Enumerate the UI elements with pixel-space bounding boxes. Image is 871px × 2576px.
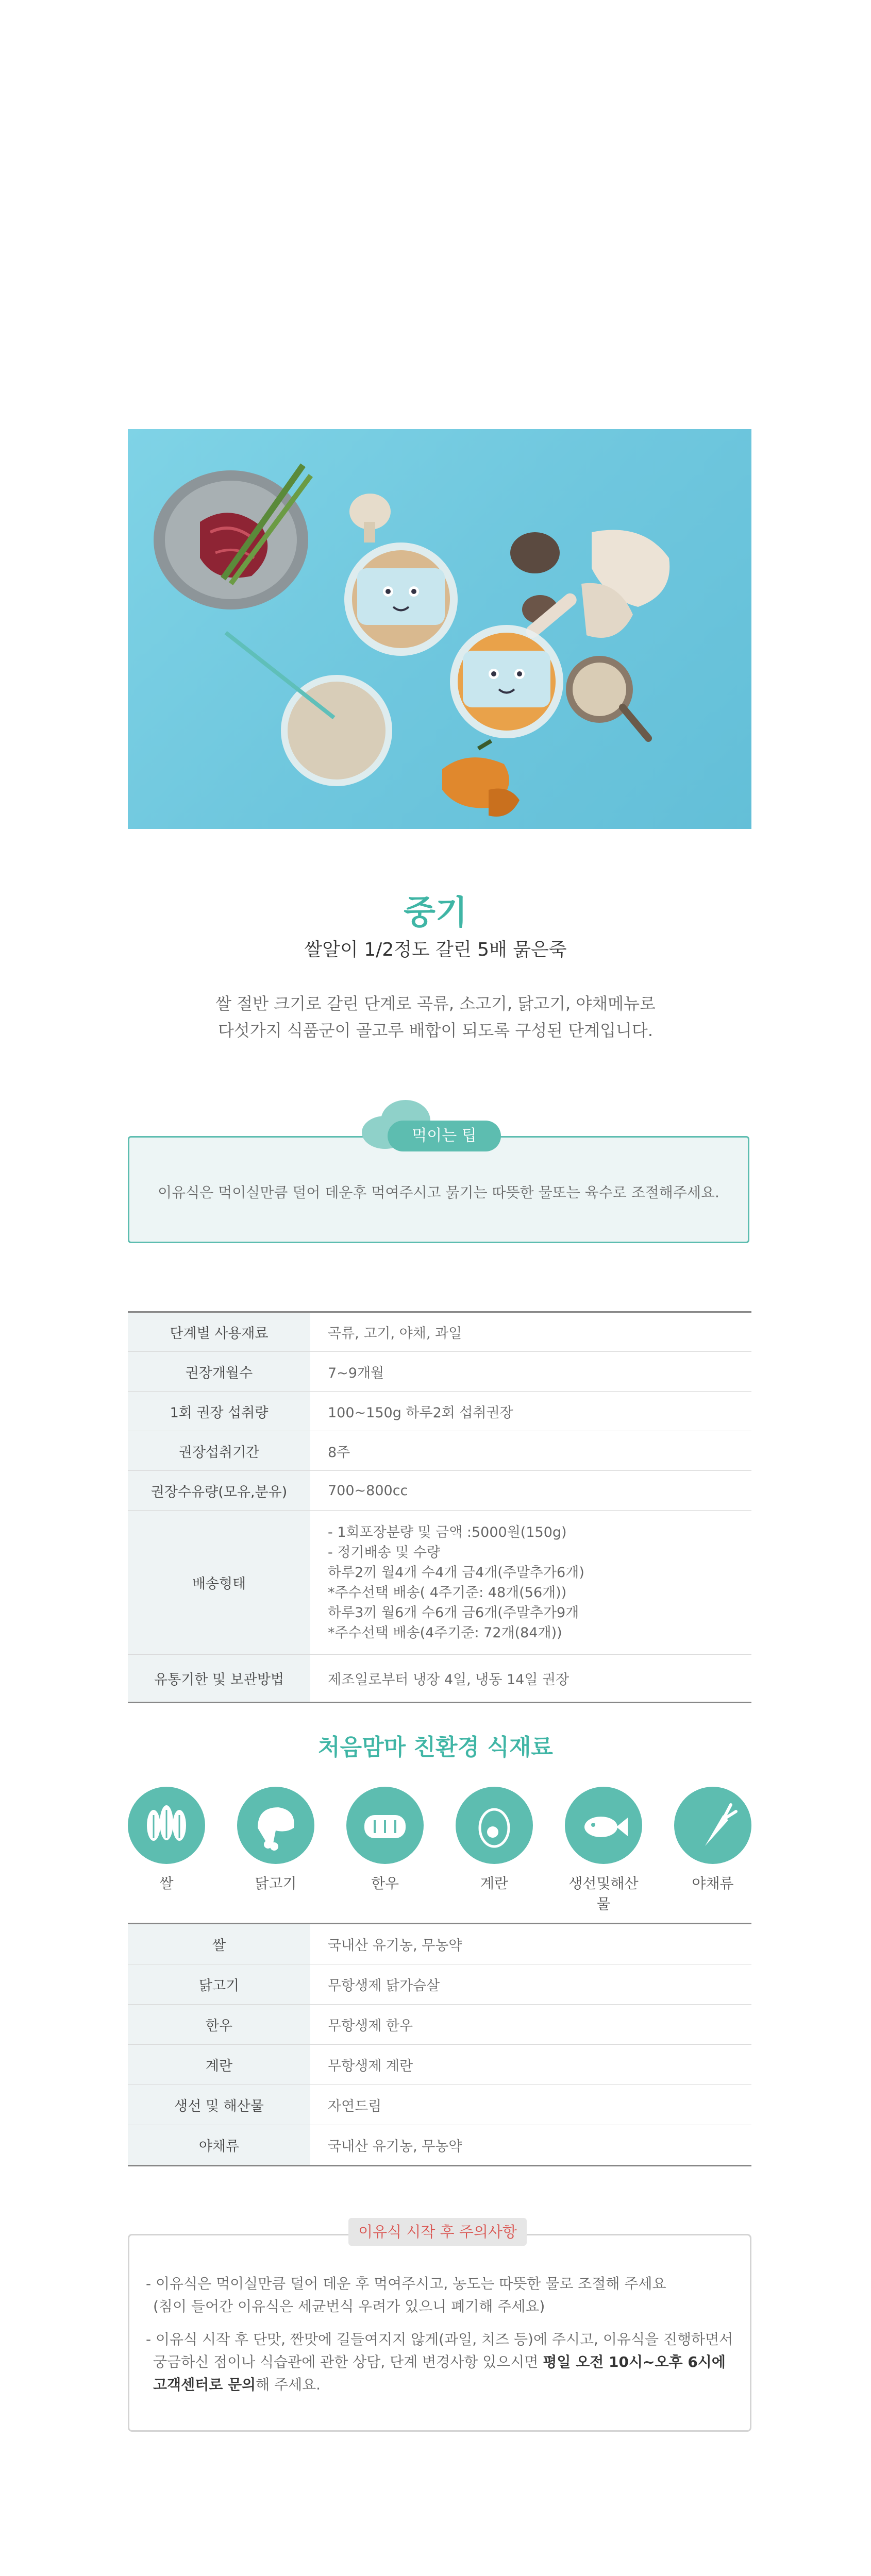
ingredient-vegetables <box>674 1787 751 1893</box>
caution-line: (침이 들어간 이유식은 세균번식 우려가 있으니 폐기해 주세요) <box>153 2298 545 2315</box>
table-row <box>128 1655 751 1703</box>
row-key: 1회 권장 섭취량 <box>128 1392 310 1431</box>
row-value: 8주 <box>310 1431 751 1471</box>
stage-info-table <box>128 1311 751 1703</box>
caution-text: 해 주세요. <box>256 2376 321 2393</box>
table-row <box>128 2045 751 2085</box>
caution-line: - 이유식은 먹이실만큼 덜어 데운 후 먹여주시고, 농도는 따뜻한 물로 조절해 주세요 <box>146 2275 666 2292</box>
row-key: 권장수유량(모유,분유) <box>128 1471 310 1511</box>
table-row <box>128 1312 751 1352</box>
stage-description-line: 다섯가지 식품군이 골고루 배합이 되도록 구성된 단계입니다. <box>217 1021 653 1040</box>
table-row <box>128 1511 751 1655</box>
ingredient-fish <box>565 1787 642 1913</box>
row-value: 곡류, 고기, 야채, 과일 <box>310 1312 751 1352</box>
caution-label: 이유식 시작 후 주의사항 <box>348 2218 527 2246</box>
table-row <box>128 2085 751 2125</box>
ingredient-egg <box>456 1787 533 1893</box>
ingredient-chicken <box>237 1787 314 1893</box>
ingredients-title: 처음맘마 친환경 식재료 <box>318 1734 553 1760</box>
row-key: 닭고기 <box>128 1964 310 2005</box>
stage-subtitle: 쌀알이 1/2정도 갈린 5배 묽은죽 <box>304 939 567 960</box>
baby-food-illustration <box>128 429 751 829</box>
beef-icon <box>346 1787 424 1864</box>
fish-icon <box>565 1787 642 1864</box>
table-row <box>128 1431 751 1471</box>
row-value: 국내산 유기농, 무농약 <box>310 2125 751 2166</box>
row-value: 무항생제 계란 <box>310 2045 751 2085</box>
row-value: 제조일로부터 냉장 4일, 냉동 14일 권장 <box>310 1655 751 1703</box>
table-row <box>128 2125 751 2166</box>
row-key: 한우 <box>128 2005 310 2045</box>
row-value: 100~150g 하루2회 섭취권장 <box>310 1392 751 1431</box>
tip-badge <box>357 1097 511 1154</box>
table-row <box>128 1392 751 1431</box>
table-row <box>128 1352 751 1392</box>
row-key: 유통기한 및 보관방법 <box>128 1655 310 1703</box>
delivery-details <box>310 1511 751 1655</box>
row-value: 700~800cc <box>310 1471 751 1511</box>
caution-line <box>153 2351 726 2374</box>
delivery-line: - 1회포장분량 및 금액 :5000원(150g) <box>328 1524 567 1540</box>
caution-emphasis: 고객센터로 문의 <box>153 2376 256 2393</box>
chicken-icon <box>237 1787 314 1864</box>
row-key: 권장섭취기간 <box>128 1431 310 1471</box>
table-row <box>128 1924 751 1964</box>
caution-box <box>128 2234 751 2432</box>
ingredient-label: 닭고기 <box>255 1875 297 1892</box>
egg-icon <box>456 1787 533 1864</box>
row-value: 무항생제 한우 <box>310 2005 751 2045</box>
row-key: 쌀 <box>128 1924 310 1964</box>
caution-text: 궁금하신 점이나 식습관에 관한 상담, 단계 변경사항 있으시면 <box>153 2353 543 2370</box>
caution-line <box>153 2374 321 2396</box>
row-key: 배송형태 <box>128 1511 310 1655</box>
ingredient-label: 계란 <box>480 1875 509 1892</box>
stage-title: 중기 <box>404 894 467 932</box>
row-key: 생선 및 해산물 <box>128 2085 310 2125</box>
row-value: 7~9개월 <box>310 1352 751 1392</box>
tip-text: 이유식은 먹이실만큼 덜어 데운후 먹여주시고 묽기는 따뜻한 물또는 육수로 조절해주세요. <box>158 1184 719 1201</box>
carrot-icon <box>674 1787 751 1864</box>
table-row <box>128 1471 751 1511</box>
delivery-line: - 정기배송 및 수량 <box>328 1544 441 1561</box>
ingredient-label: 생선및해산물 <box>568 1875 639 1912</box>
tip-label: 먹이는 팁 <box>412 1127 477 1145</box>
ingredient-label: 한우 <box>371 1875 399 1892</box>
stage-description <box>0 990 871 1044</box>
ingredients-table <box>128 1923 751 2166</box>
caution-emphasis: 평일 오전 10시~오후 6시에 <box>543 2353 726 2370</box>
table-row <box>128 1964 751 2005</box>
row-value: 국내산 유기농, 무농약 <box>310 1924 751 1964</box>
delivery-line: *주수선택 배송(4주기준: 72개(84개)) <box>328 1624 562 1641</box>
caution-line: - 이유식 시작 후 단맛, 짠맛에 길들여지지 않게(과일, 치즈 등)에 주시고, 이유식을 진행하면서 <box>146 2331 733 2348</box>
row-key: 계란 <box>128 2045 310 2085</box>
row-value: 자연드림 <box>310 2085 751 2125</box>
row-key: 야채류 <box>128 2125 310 2166</box>
row-key: 권장개월수 <box>128 1352 310 1392</box>
ingredient-label: 야채류 <box>692 1875 734 1892</box>
delivery-line: 하루3끼 월6개 수6개 금6개(주말추가9개 <box>328 1604 579 1621</box>
ingredient-beef <box>346 1787 424 1893</box>
table-row <box>128 2005 751 2045</box>
stage-description-line: 쌀 절반 크기로 갈린 단계로 곡류, 소고기, 닭고기, 야채메뉴로 <box>215 994 656 1013</box>
ingredient-rice <box>128 1787 205 1893</box>
ingredient-label: 쌀 <box>159 1875 174 1892</box>
delivery-line: 하루2끼 월4개 수4개 금4개(주말추가6개) <box>328 1564 584 1581</box>
hero-photo <box>128 429 751 829</box>
row-key: 단계별 사용재료 <box>128 1312 310 1352</box>
ingredient-icons <box>128 1787 751 1912</box>
rice-icon <box>128 1787 205 1864</box>
row-value: 무항생제 닭가슴살 <box>310 1964 751 2005</box>
delivery-line: *주수선택 배송( 4주기준: 48개(56개)) <box>328 1584 567 1601</box>
